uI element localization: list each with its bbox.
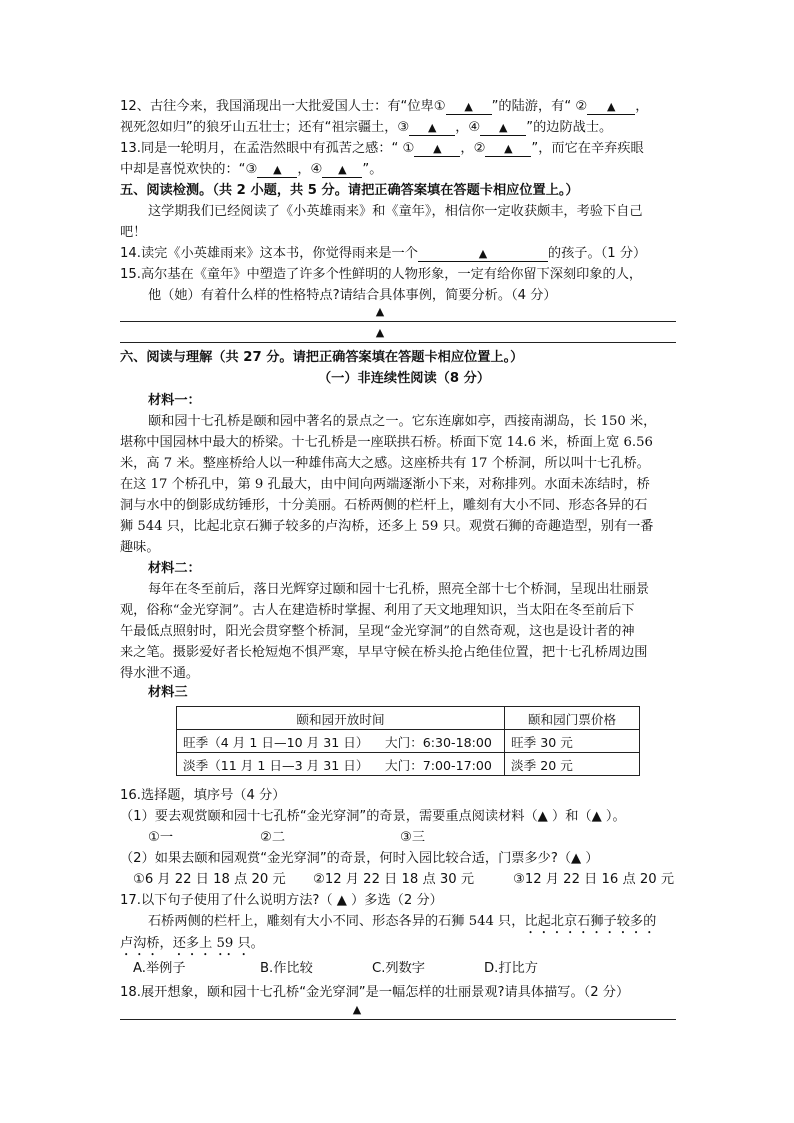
table-cell-time: 大门：6:30-18:00 xyxy=(379,730,505,753)
answer-blank: ▲ xyxy=(587,99,635,115)
table-row xyxy=(177,730,640,753)
material-one-label: 材料一： xyxy=(148,393,201,408)
q16-choice: ②12 月 22 日 18 点 30 元 xyxy=(313,872,475,887)
q17-sentence-cont: 卢沟桥，还多上 59 只。 xyxy=(120,936,264,951)
answer-blank: ▲ xyxy=(322,162,362,178)
section-five-title: 五、阅读检测。（共 2 小题，共 5 分。请把正确答案填在答题卡相应位置上。） xyxy=(120,183,579,198)
answer-blank: ▲ xyxy=(414,141,460,157)
answer-blank: ▲ xyxy=(480,120,526,136)
table-cell-season: 淡季（11 月 1 日—3 月 31 日） xyxy=(177,753,380,776)
q15-cont: 他（她）有着什么样的性格特点?请结合具体事例，简要分析。（4 分） xyxy=(148,288,557,303)
answer-line xyxy=(120,342,676,343)
ticket-table xyxy=(176,706,640,776)
q17-sentence: 石桥两侧的栏杆上，雕刻有大小不同、形态各异的石狮 544 只，比起北京石狮子较多的 xyxy=(148,914,657,929)
material-one-text: 米，高 7 米。整座桥给人以一种雄伟高大之感。这座桥共有 17 个桥洞，所以叫十七孔桥。 xyxy=(120,456,650,471)
answer-blank: ▲ xyxy=(418,246,548,262)
q16-sub1: （1）要去观赏颐和园十七孔桥“金光穿洞”的奇景，需要重点阅读材料（▲ ）和（▲ ）。 xyxy=(120,809,626,824)
q16-option: ①一 xyxy=(148,830,174,845)
q17-option-d: D.打比方 xyxy=(484,961,538,976)
answer-marker: ▲ xyxy=(352,1003,362,1016)
section-five-intro: 这学期我们已经阅读了《小英雄雨来》和《童年》，相信你一定收获颇丰，考验下自己 xyxy=(148,204,643,219)
material-three-label: 材料三 xyxy=(148,685,188,700)
subsection-title: （一）非连续性阅读（8 分） xyxy=(318,371,491,386)
material-two-text: 午最低点照射时，阳光会贯穿整个桥洞，呈现“金光穿洞”的自然奇观，这也是设计者的神 xyxy=(120,624,635,639)
table-header-hours: 颐和园开放时间 xyxy=(177,707,505,730)
q16-option: ②二 xyxy=(260,830,286,845)
material-one-text: 堪称中国园林中最大的桥梁。十七孔桥是一座联拱石桥。桥面下宽 14.6 米，桥面上宽 6.56 xyxy=(120,435,653,450)
answer-blank: ▲ xyxy=(409,120,455,136)
q17-title: 17.以下句子使用了什么说明方法?（ ▲ ）多选（2 分） xyxy=(120,893,443,908)
q16-choice: ③12 月 22 日 16 点 20 元 xyxy=(513,872,675,887)
q16-choice: ①6 月 22 日 18 点 20 元 xyxy=(133,872,286,887)
q12-line1: 12、古往今来，我国涌现出一大批爱国人士：有“位卑① ▲ ”的陆游，有“ ② ▲ ， xyxy=(120,99,649,114)
emphasis-text: 比起北京石狮子较多的 xyxy=(524,914,657,929)
answer-blank: ▲ xyxy=(257,162,297,178)
section-six-title: 六、阅读与理解（共 27 分。请把正确答案填在答题卡相应位置上。） xyxy=(120,350,524,365)
material-one-text: 洞与水中的倒影成纺锤形，十分美丽。石桥两侧的栏杆上，雕刻有大小不同、形态各异的石 xyxy=(120,498,648,513)
material-one-text: 在这 17 个桥孔中，第 9 孔最大，由中间向两端逐渐小下来，对称排列。水面未冻结时，桥 xyxy=(120,477,650,492)
table-row xyxy=(177,753,640,776)
q16-option: ③三 xyxy=(400,830,426,845)
table-header-price: 颐和园门票价格 xyxy=(505,707,640,730)
q17-option-c: C.列数字 xyxy=(372,961,425,976)
q17-option-a: A.举例子 xyxy=(133,961,186,976)
q16-sub2: （2）如果去颐和园观赏“金光穿洞”的奇景，何时入园比较合适，门票多少?（▲ ） xyxy=(120,851,599,866)
table-cell-price: 旺季 30 元 xyxy=(505,730,640,753)
material-one-text: 趣味。 xyxy=(120,540,160,555)
table-cell-price: 淡季 20 元 xyxy=(505,753,640,776)
q12-line2: 视死忽如归”的狼牙山五壮士；还有“祖宗疆土，③ ▲ ，④ ▲ ”的边防战士。 xyxy=(120,120,613,135)
material-one-text: 颐和园十七孔桥是颐和园中著名的景点之一。它东连廓如亭，西接南湖岛，长 150 米， xyxy=(148,414,657,429)
table-cell-season: 旺季（4 月 1 日—10 月 31 日） xyxy=(177,730,380,753)
q17-option-b: B.作比较 xyxy=(260,961,313,976)
q14: 14.读完《小英雄雨来》这本书，你觉得雨来是一个 ▲ 的孩子。（1 分） xyxy=(120,246,647,261)
q13-line2: 中却是喜悦欢快的：“③ ▲ ，④ ▲ ”。 xyxy=(120,162,383,177)
material-two-text: 每年在冬至前后，落日光辉穿过颐和园十七孔桥，照亮全部十七个桥洞，呈现出壮丽景 xyxy=(148,582,650,597)
answer-marker: ▲ xyxy=(375,305,385,318)
q13-line1: 13.同是一轮明月，在孟浩然眼中有孤苦之感：“ ① ▲ ，② ▲ ”，而它在辛弃疾眼 xyxy=(120,141,644,156)
material-two-label: 材料二： xyxy=(148,561,201,576)
answer-blank: ▲ xyxy=(485,141,531,157)
answer-marker: ▲ xyxy=(375,326,385,339)
table-header-row xyxy=(177,707,640,730)
material-two-text: 来之笔。摄影爱好者长枪短炮不惧严寒，早早守候在桥头抢占绝佳位置，把十七孔桥周边围 xyxy=(120,645,648,660)
answer-line xyxy=(120,1019,676,1020)
material-two-text: 得水泄不通。 xyxy=(120,666,200,681)
table-cell-time: 大门：7:00-17:00 xyxy=(379,753,505,776)
material-one-text: 狮 544 只，比起北京石狮子较多的卢沟桥，还多上 59 只。观赏石狮的奇趣造型，别有一番 xyxy=(120,519,654,534)
emphasis-text: 卢沟桥，还多上 59 只 xyxy=(120,936,251,951)
q18-title: 18.展开想象，颐和园十七孔桥“金光穿洞”是一幅怎样的壮丽景观?请具体描写。（2 分） xyxy=(120,985,630,1000)
answer-blank: ▲ xyxy=(446,99,492,115)
answer-line xyxy=(120,321,676,322)
q16-title: 16.选择题，填序号（4 分） xyxy=(120,788,286,803)
material-two-text: 观，俗称“金光穿洞”。古人在建造桥时掌握、利用了天文地理知识，当太阳在冬至前后下 xyxy=(120,603,635,618)
section-five-intro-cont: 吧！ xyxy=(120,225,147,240)
q15: 15.高尔基在《童年》中塑造了许多个性鲜明的人物形象，一定有给你留下深刻印象的人， xyxy=(120,267,643,282)
